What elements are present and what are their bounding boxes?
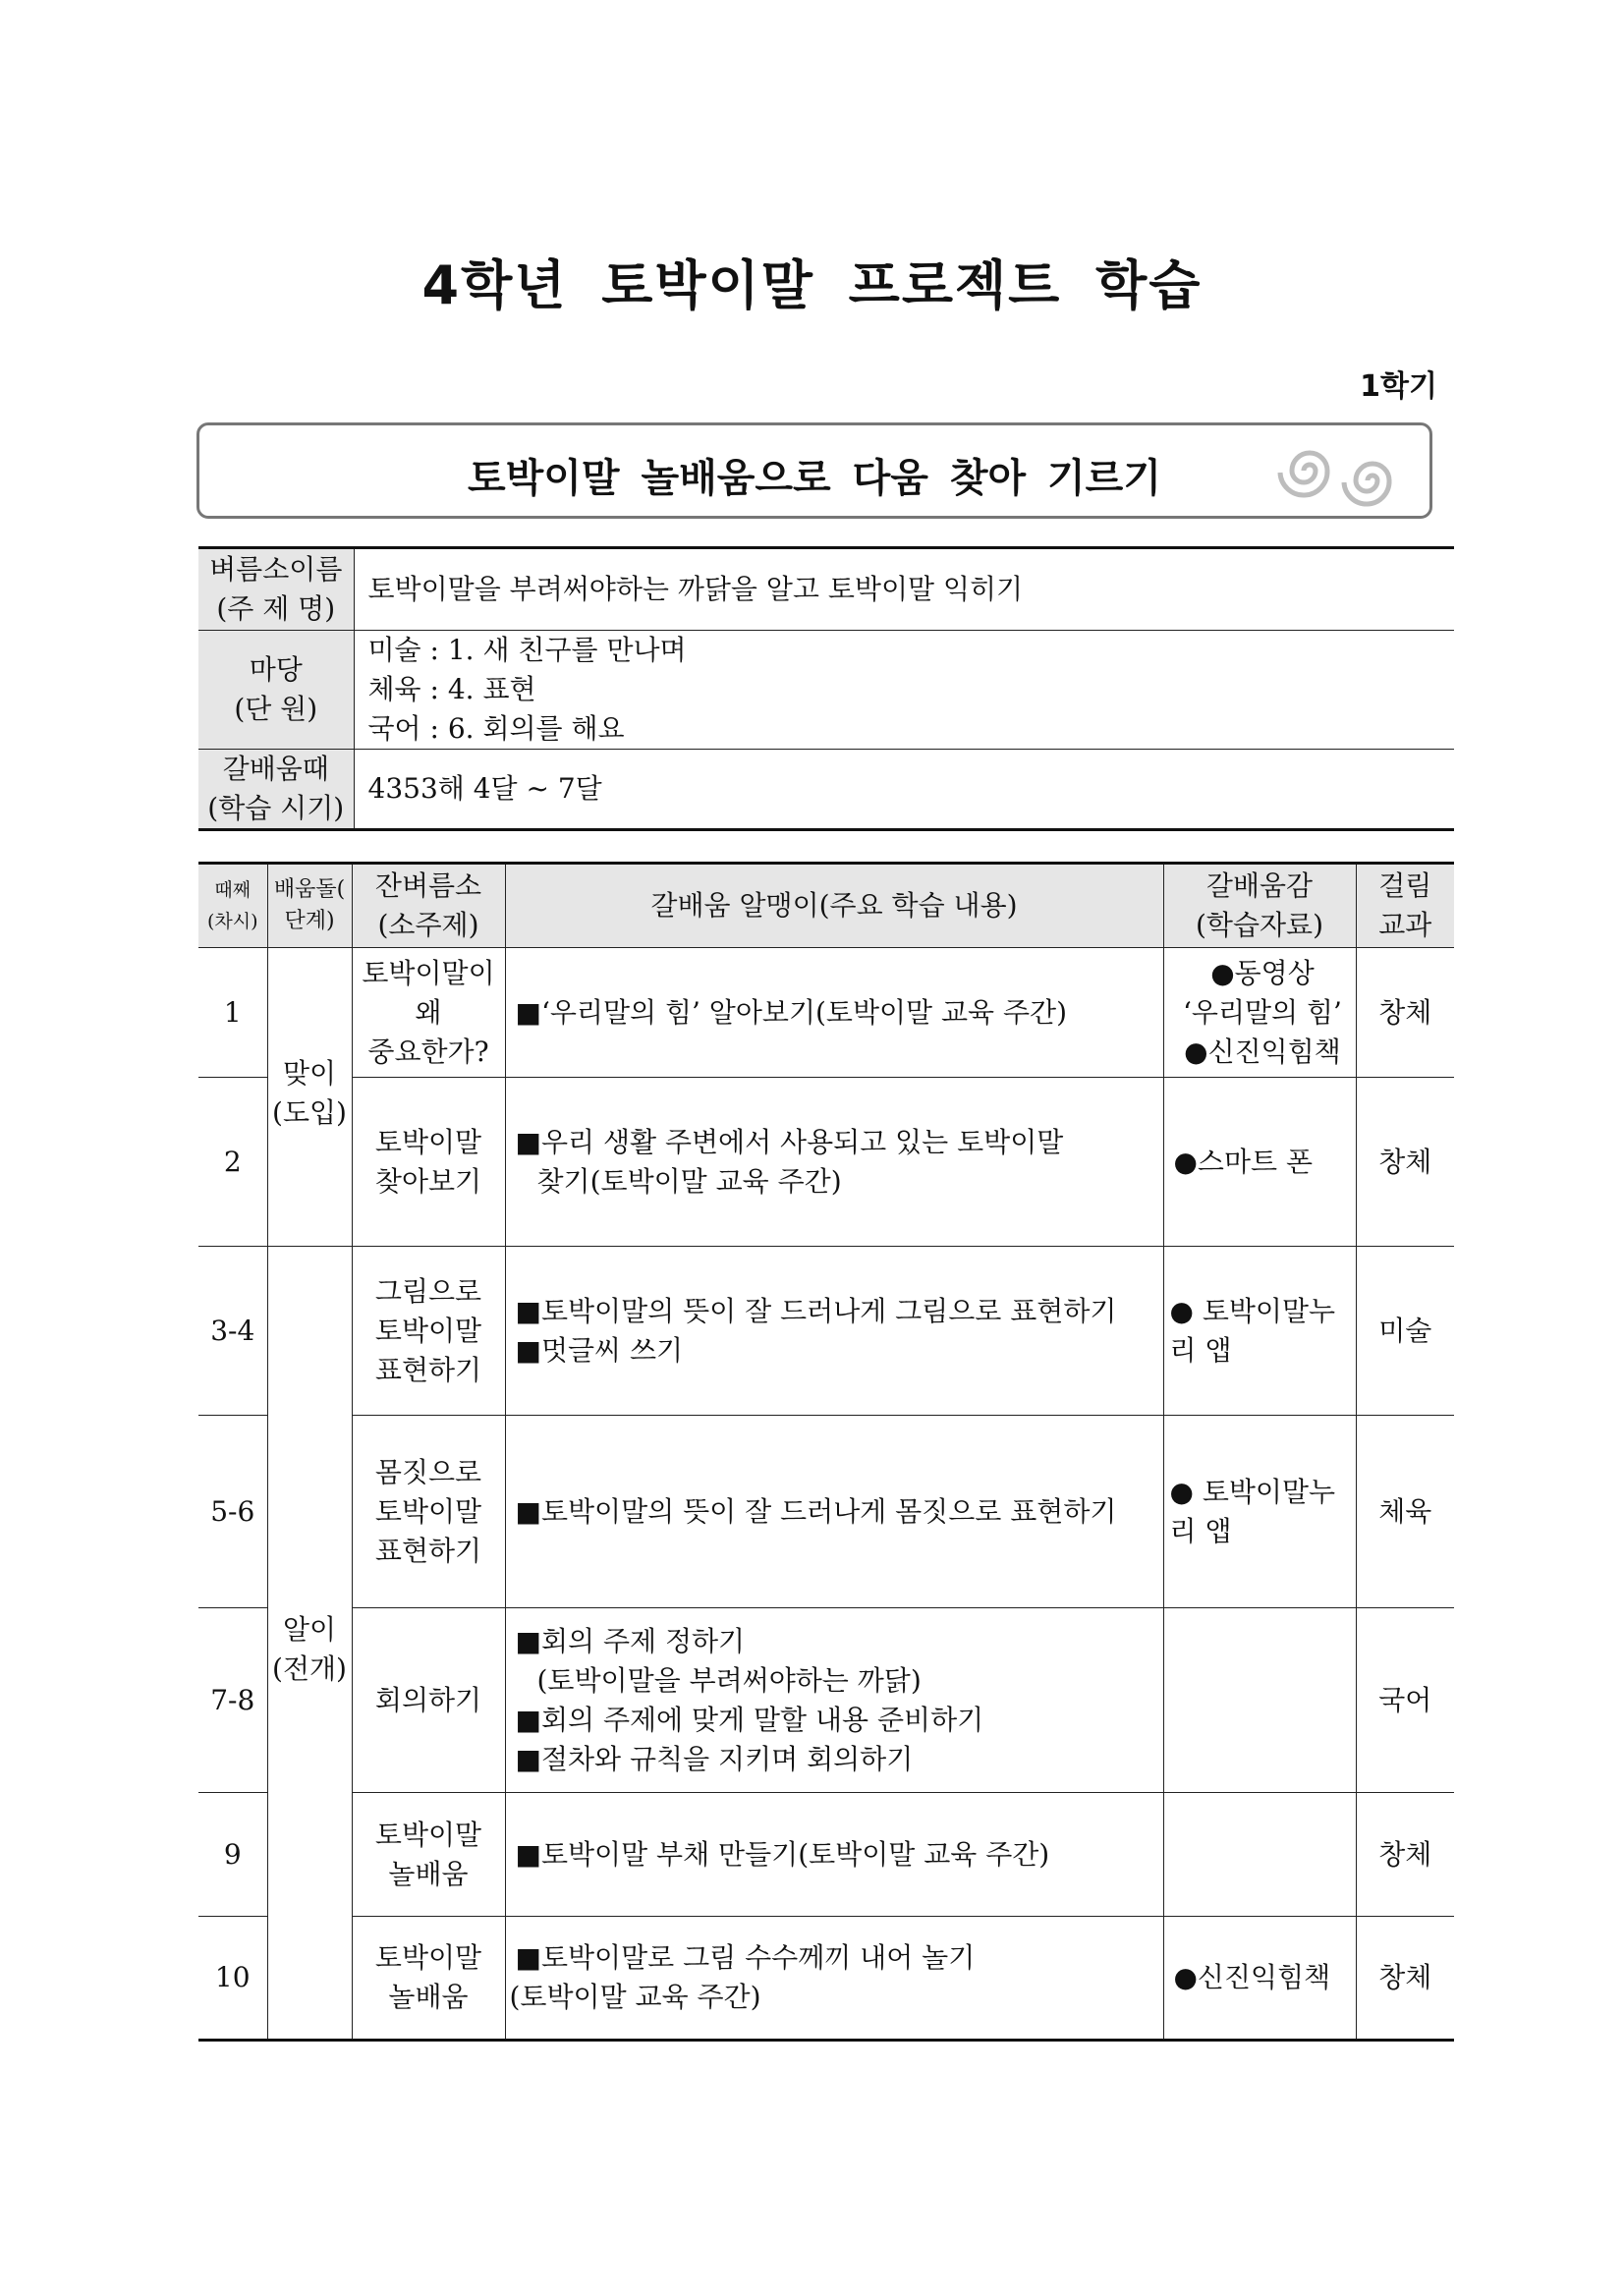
table-header-row bbox=[198, 864, 1454, 948]
session-cell: 10 bbox=[198, 1917, 267, 2041]
session-cell: 2 bbox=[198, 1078, 267, 1247]
material-cell: ●동영상 ‘우리말의 힘’ ●신진익힘책 bbox=[1163, 948, 1356, 1078]
content-cell: ■토박이말 부채 만들기(토박이말 교육 주간) bbox=[505, 1793, 1163, 1917]
session-cell: 1 bbox=[198, 948, 267, 1078]
page-title: 4학년 토박이말 프로젝트 학습 bbox=[421, 254, 1203, 316]
session-cell: 5-6 bbox=[198, 1416, 267, 1608]
subtopic-cell: 토박이말 놀배움 bbox=[352, 1917, 505, 2041]
material-cell bbox=[1163, 1608, 1356, 1793]
subject-cell: 창체 bbox=[1356, 1793, 1454, 1917]
subject-cell: 미술 bbox=[1356, 1247, 1454, 1416]
subtopic-cell: 토박이말이 왜 중요한가? bbox=[352, 948, 505, 1078]
unit-values: 미술 : 1. 새 친구를 만나며 체육 : 4. 표현 국어 : 6. 회의를 해요 bbox=[354, 631, 1454, 750]
table-row bbox=[198, 1078, 1454, 1247]
header-stage: 배움돌( 단계) bbox=[267, 864, 352, 948]
session-cell: 9 bbox=[198, 1793, 267, 1917]
content-cell: ■토박이말의 뜻이 잘 드러나게 그림으로 표현하기 ■멋글씨 쓰기 bbox=[505, 1247, 1163, 1416]
swirl-decoration-icon bbox=[1270, 431, 1418, 514]
table-row bbox=[198, 948, 1454, 1078]
subtopic-cell: 그림으로 토박이말 표현하기 bbox=[352, 1247, 505, 1416]
content-cell: ■토박이말의 뜻이 잘 드러나게 몸짓으로 표현하기 bbox=[505, 1416, 1163, 1608]
header-subtopic: 잔벼름소 (소주제) bbox=[352, 864, 505, 948]
material-cell: ● 토박이말누 리 앱 bbox=[1163, 1416, 1356, 1608]
content-cell: ■회의 주제 정하기 (토박이말을 부려써야하는 까닭) ■회의 주제에 맞게 말할 내용 준비하기 ■절차와 규칙을 지키며 회의하기 bbox=[505, 1608, 1163, 1793]
period-label: 갈배움때 (학습 시기) bbox=[198, 750, 354, 830]
stage-development: 알이 (전개) bbox=[267, 1247, 352, 2041]
header-session: 때째 (차시) bbox=[198, 864, 267, 948]
info-table bbox=[198, 546, 1454, 831]
table-row bbox=[198, 1917, 1454, 2041]
session-cell: 7-8 bbox=[198, 1608, 267, 1793]
content-cell: ■‘우리말의 힘’ 알아보기(토박이말 교육 주간) bbox=[505, 948, 1163, 1078]
unit-label: 마당 (단 원) bbox=[198, 631, 354, 750]
table-row bbox=[198, 1608, 1454, 1793]
material-cell bbox=[1163, 1793, 1356, 1917]
stage-intro: 맞이 (도입) bbox=[267, 948, 352, 1247]
table-row bbox=[198, 1793, 1454, 1917]
semester-label: 1학기 bbox=[1360, 369, 1437, 404]
lesson-plan-table bbox=[198, 862, 1454, 2042]
subject-cell: 체육 bbox=[1356, 1416, 1454, 1608]
material-cell: ● 토박이말누 리 앱 bbox=[1163, 1247, 1356, 1416]
theme-value: 토박이말을 부려써야하는 까닭을 알고 토박이말 익히기 bbox=[354, 548, 1454, 631]
banner-title: 토박이말 놀배움으로 다움 찾아 기르기 bbox=[468, 456, 1161, 501]
theme-label: 벼름소이름 (주 제 명) bbox=[198, 548, 354, 631]
subject-cell: 창체 bbox=[1356, 1917, 1454, 2041]
table-row bbox=[198, 1416, 1454, 1608]
material-cell: ●신진익힘책 bbox=[1163, 1917, 1356, 2041]
subtopic-cell: 회의하기 bbox=[352, 1608, 505, 1793]
content-cell: ■우리 생활 주변에서 사용되고 있는 토박이말 찾기(토박이말 교육 주간) bbox=[505, 1078, 1163, 1247]
table-row bbox=[198, 1247, 1454, 1416]
header-material: 갈배움감 (학습자료) bbox=[1163, 864, 1356, 948]
subject-cell: 국어 bbox=[1356, 1608, 1454, 1793]
header-subject: 걸림 교과 bbox=[1356, 864, 1454, 948]
period-value: 4353해 4달 ~ 7달 bbox=[354, 750, 1454, 830]
subtopic-cell: 토박이말 놀배움 bbox=[352, 1793, 505, 1917]
subtopic-cell: 토박이말 찾아보기 bbox=[352, 1078, 505, 1247]
session-cell: 3-4 bbox=[198, 1247, 267, 1416]
subject-cell: 창체 bbox=[1356, 948, 1454, 1078]
subtopic-cell: 몸짓으로 토박이말 표현하기 bbox=[352, 1416, 505, 1608]
content-cell: ■토박이말로 그림 수수께끼 내어 놀기 (토박이말 교육 주간) bbox=[505, 1917, 1163, 2041]
header-content: 갈배움 알맹이(주요 학습 내용) bbox=[505, 864, 1163, 948]
material-cell: ●스마트 폰 bbox=[1163, 1078, 1356, 1247]
subject-cell: 창체 bbox=[1356, 1078, 1454, 1247]
theme-banner bbox=[196, 422, 1432, 519]
